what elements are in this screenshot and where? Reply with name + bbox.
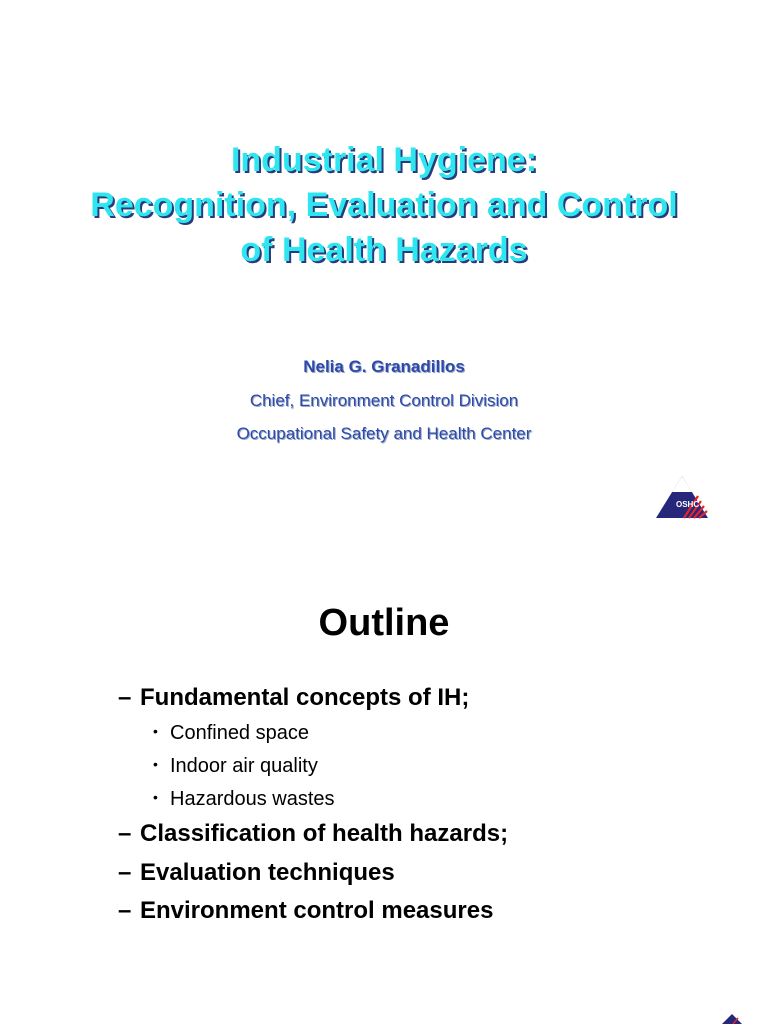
author-role: Chief, Environment Control Division	[249, 391, 519, 410]
outline-subitem-label: Indoor air quality	[170, 755, 318, 777]
outline-item	[118, 859, 395, 887]
outline-item	[118, 820, 508, 848]
dash-marker: –	[118, 859, 132, 886]
outline-subitem-label: Hazardous wastes	[170, 788, 335, 810]
slide-title	[0, 138, 768, 273]
title-line: Industrial Hygiene:	[230, 141, 538, 179]
outline-item-label: Fundamental concepts of IH;	[140, 684, 470, 711]
outline-item	[118, 897, 493, 925]
title-line: Recognition, Evaluation and Control	[90, 186, 678, 224]
author-organization: Occupational Safety and Health Center	[236, 424, 532, 443]
outline-subitem	[153, 755, 318, 778]
outline-item-label: Environment control measures	[140, 897, 494, 924]
outline-heading: Outline	[318, 602, 450, 644]
outline-subitem	[153, 788, 335, 811]
dash-marker: –	[118, 820, 132, 847]
bullet-marker: •	[153, 756, 158, 772]
logo-text: OSHC	[676, 500, 700, 509]
outline-item-label: Classification of health hazards;	[140, 820, 509, 847]
title-line: of Health Hazards	[240, 231, 528, 269]
bullet-marker: •	[153, 723, 158, 739]
outline-subitem-label: Confined space	[170, 722, 309, 744]
outline-item-label: Evaluation techniques	[140, 859, 395, 886]
author-name: Nelia G. Granadillos	[303, 357, 465, 376]
outline-item	[118, 684, 469, 712]
dash-marker: –	[118, 897, 132, 924]
outline-subitem	[153, 722, 309, 745]
oshc-logo	[654, 474, 710, 520]
oshc-logo-partial	[722, 1014, 742, 1024]
bullet-marker: •	[153, 789, 158, 805]
dash-marker: –	[118, 684, 132, 711]
